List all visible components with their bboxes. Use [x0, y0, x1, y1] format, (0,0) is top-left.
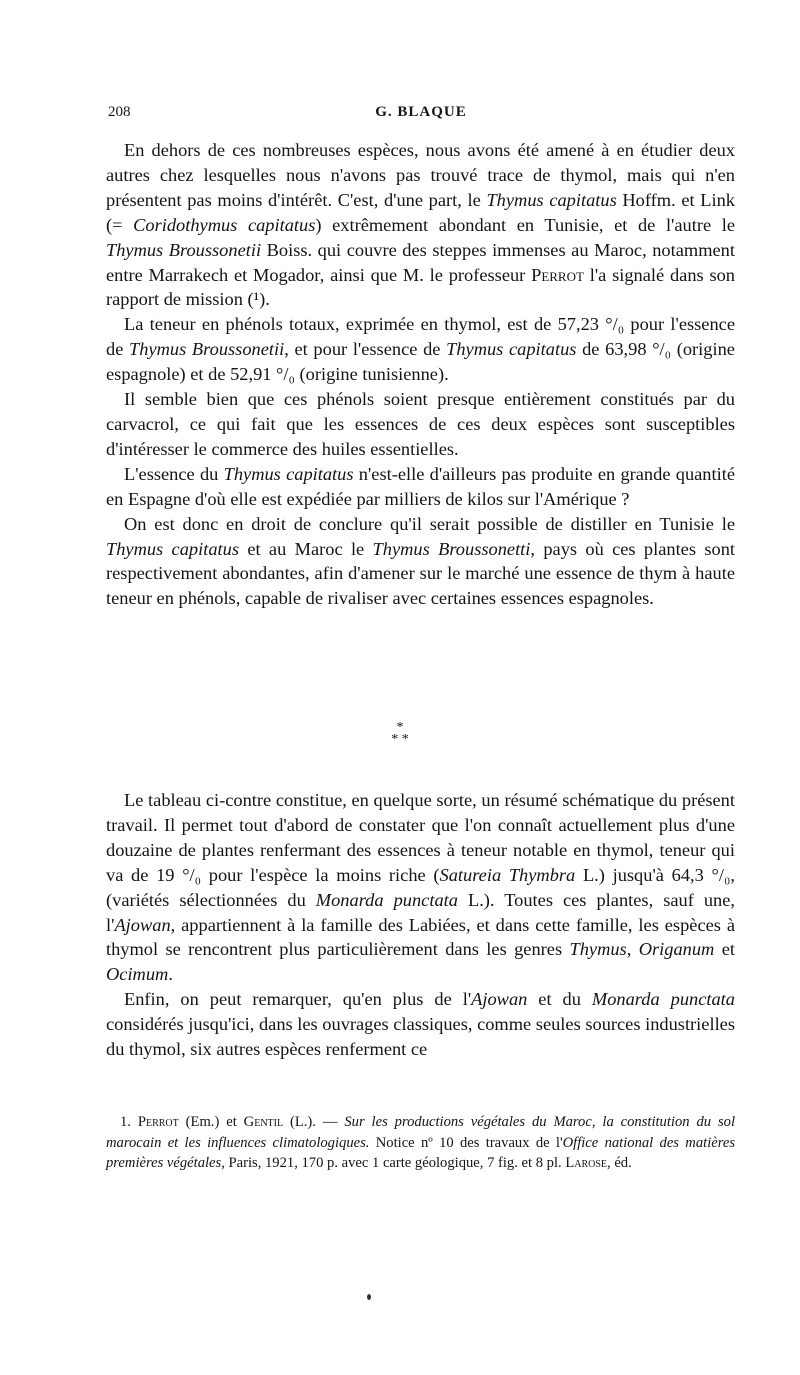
footnote-1: 1. Perrot (Em.) et Gentil (L.). — Sur les productions végétales du Maroc, la constitution du sol marocain et les influences climatologiques. Notice nº 10 des travaux de l'Office national des matières premières végétales, Paris, 1921, 170 p. avec 1 carte géologique, 7 fig. et 8 pl. Larose, éd.: [106, 1114, 736, 1171]
separator-star-top: *: [396, 720, 404, 735]
paragraph-7: Enfin, on peut remarquer, qu'en plus de l'Ajowan et du Monarda punctata considérés jusqu'ici, dans les ouvrages classiques, comme seules sources industrielles du thymol, six autres espèces renferment ce: [106, 989, 735, 1060]
body-text-upper: [106, 138, 735, 611]
ink-speck: [367, 1294, 371, 1300]
paragraph-5: On est donc en droit de conclure qu'il serait possible de distiller en Tunisie le Thymus capitatus et au Maroc le Thymus Broussonetti, pays où ces plantes sont respectivement abondantes, afin d'amener sur le marché une essence de thym à haute teneur en phénols, capable de rivaliser avec certaines essences espagnoles.: [106, 513, 735, 609]
section-separator: [370, 722, 430, 746]
paragraph-4: L'essence du Thymus capitatus n'est-elle d'ailleurs pas produite en grande quantité en Espagne d'où elle est expédiée par milliers de kilos sur l'Amérique ?: [106, 463, 735, 509]
paragraph-6: Le tableau ci-contre constitue, en quelque sorte, un résumé schématique du présent travail. Il permet tout d'abord de constater que l'on connaît actuellement plus d'une douzaine de plantes renfermant des essences à teneur notable en thymol, teneur qui va de 19 °/₀ pour l'espèce la moins riche (Satureia Thymbra L.) jusqu'à 64,3 °/₀, (variétés sélectionnées du Monarda punctata L.). Toutes ces plantes, sauf une, l'Ajowan, appartiennent à la famille des Labiées, et dans cette famille, les espèces à thymol se rencontrent plus particulièrement dans les genres Thymus, Origanum et Ocimum.: [106, 790, 735, 985]
page-number: 208: [108, 104, 131, 120]
separator-star-bottom: * *: [391, 732, 409, 747]
paragraph-2: La teneur en phénols totaux, exprimée en thymol, est de 57,23 °/₀ pour l'essence de Thymus Broussonetii, et pour l'essence de Thymus capitatus de 63,98 °/₀ (origine espagnole) et de 52,91 °/₀ (origine tunisienne).: [106, 314, 735, 385]
running-title: G. BLAQUE: [375, 104, 467, 120]
body-text-lower: [106, 788, 735, 1062]
page-header: [108, 104, 734, 128]
paragraph-1: En dehors de ces nombreuses espèces, nous avons été amené à en étudier deux autres chez lesquelles nous n'avons pas trouvé trace de thymol, mais qui n'en présentent pas moins d'intérêt. C'est, d'une part, le Thymus capitatus Hoffm. et Link (= Coridothymus capitatus) extrêmement abondant en Tunisie, et de l'autre le Thymus Broussonetii Boiss. qui couvre des steppes immenses au Maroc, notamment entre Marrakech et Mogador, ainsi que M. le professeur Perrot l'a signalé dans son rapport de mission (¹).: [106, 140, 736, 310]
paragraph-3: Il semble bien que ces phénols soient presque entièrement constitués par du carvacrol, ce qui fait que les essences de ces deux espèces sont susceptibles d'intéresser le commerce des huiles essentielles.: [106, 389, 735, 459]
footnote: [106, 1112, 735, 1174]
